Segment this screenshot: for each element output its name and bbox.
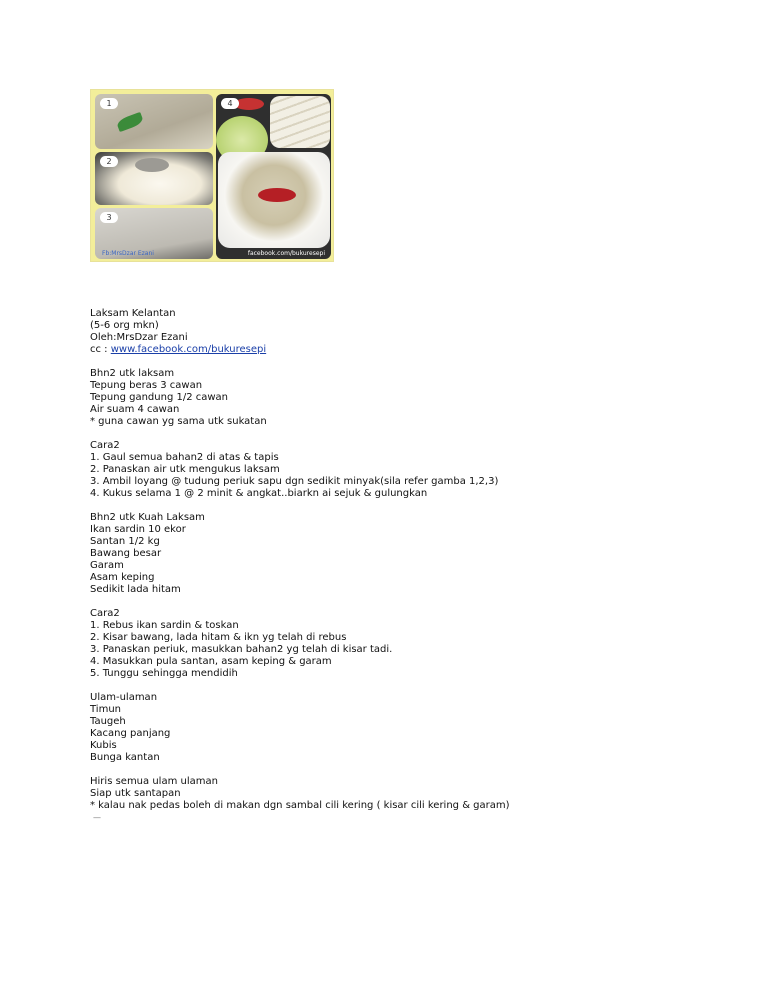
ingredient-item: Sedikit lada hitam (90, 584, 181, 595)
recipe-author: Oleh:MrsDzar Ezani (90, 332, 188, 343)
ingredient-note: * guna cawan yg sama utk sukatan (90, 416, 267, 427)
facebook-link[interactable]: www.facebook.com/bukuresepi (110, 344, 267, 355)
recipe-text (90, 308, 690, 824)
closing-note: * kalau nak pedas boleh di makan dgn sambal cili kering ( kisar cili kering & garam) (90, 800, 510, 811)
laksam-bowl-shape (218, 152, 330, 248)
step-item: 1. Gaul semua bahan2 di atas & tapis (90, 452, 279, 463)
step-number-badge: 3 (100, 212, 118, 223)
step-2-photo (95, 152, 213, 205)
recipe-servings: (5-6 org mkn) (90, 320, 159, 331)
ingredient-item: Asam keping (90, 572, 155, 583)
step-1-photo (95, 94, 213, 149)
sambal-shape (258, 188, 296, 202)
laksam-rolls-shape (270, 96, 330, 148)
recipe-photo-collage (90, 89, 334, 262)
step-item: 2. Kisar bawang, lada hitam & ikn yg telah di rebus (90, 632, 347, 643)
step-item: 3. Panaskan periuk, masukkan bahan2 yg telah di kisar tadi. (90, 644, 393, 655)
final-dish-photo (216, 94, 331, 259)
recipe-credit (90, 344, 690, 356)
kuah-ingredients-heading: Bhn2 utk Kuah Laksam (90, 512, 205, 523)
ingredient-item: Ikan sardin 10 ekor (90, 524, 186, 535)
step-item: 1. Rebus ikan sardin & toskan (90, 620, 239, 631)
step-item: 5. Tunggu sehingga mendidih (90, 668, 238, 679)
ingredient-item: Tepung gandung 1/2 cawan (90, 392, 229, 403)
kuah-steps-heading: Cara2 (90, 608, 120, 619)
ingredient-item: Garam (90, 560, 124, 571)
ulam-item: Taugeh (90, 716, 126, 727)
step-number-badge: 1 (100, 98, 118, 109)
trailing-dash: — (93, 813, 101, 822)
watermark-author: Fb:MrsDzar Ezani (102, 250, 154, 257)
ingredient-item: Air suam 4 cawan (90, 404, 180, 415)
ingredient-item: Tepung beras 3 cawan (90, 380, 203, 391)
step-number-badge: 4 (221, 98, 239, 109)
step-3-photo (95, 208, 213, 259)
ulam-item: Bunga kantan (90, 752, 160, 763)
ladle-shape (135, 158, 169, 172)
step-number-badge: 2 (100, 156, 118, 167)
ingredient-item: Santan 1/2 kg (90, 536, 160, 547)
ulam-item: Kubis (90, 740, 117, 751)
watermark-site: facebook.com/bukuresepi (247, 250, 325, 257)
ulam-item: Timun (90, 704, 121, 715)
closing-line: Hiris semua ulam ulaman (90, 776, 218, 787)
recipe-title: Laksam Kelantan (90, 308, 176, 319)
ulam-item: Kacang panjang (90, 728, 171, 739)
closing-line: Siap utk santapan (90, 788, 181, 799)
laksam-ingredients-heading: Bhn2 utk laksam (90, 368, 175, 379)
step-item: 4. Kukus selama 1 @ 2 minit & angkat..biarkn ai sejuk & gulungkan (90, 488, 428, 499)
credit-prefix: cc : (90, 344, 111, 355)
ingredient-item: Bawang besar (90, 548, 162, 559)
ulam-heading: Ulam-ulaman (90, 692, 158, 703)
step-item: 3. Ambil loyang @ tudung periuk sapu dgn sedikit minyak(sila refer gamba 1,2,3) (90, 476, 499, 487)
laksam-steps-heading: Cara2 (90, 440, 120, 451)
step-item: 4. Masukkan pula santan, asam keping & garam (90, 656, 332, 667)
leaf-brush-shape (116, 112, 145, 132)
step-item: 2. Panaskan air utk mengukus laksam (90, 464, 280, 475)
